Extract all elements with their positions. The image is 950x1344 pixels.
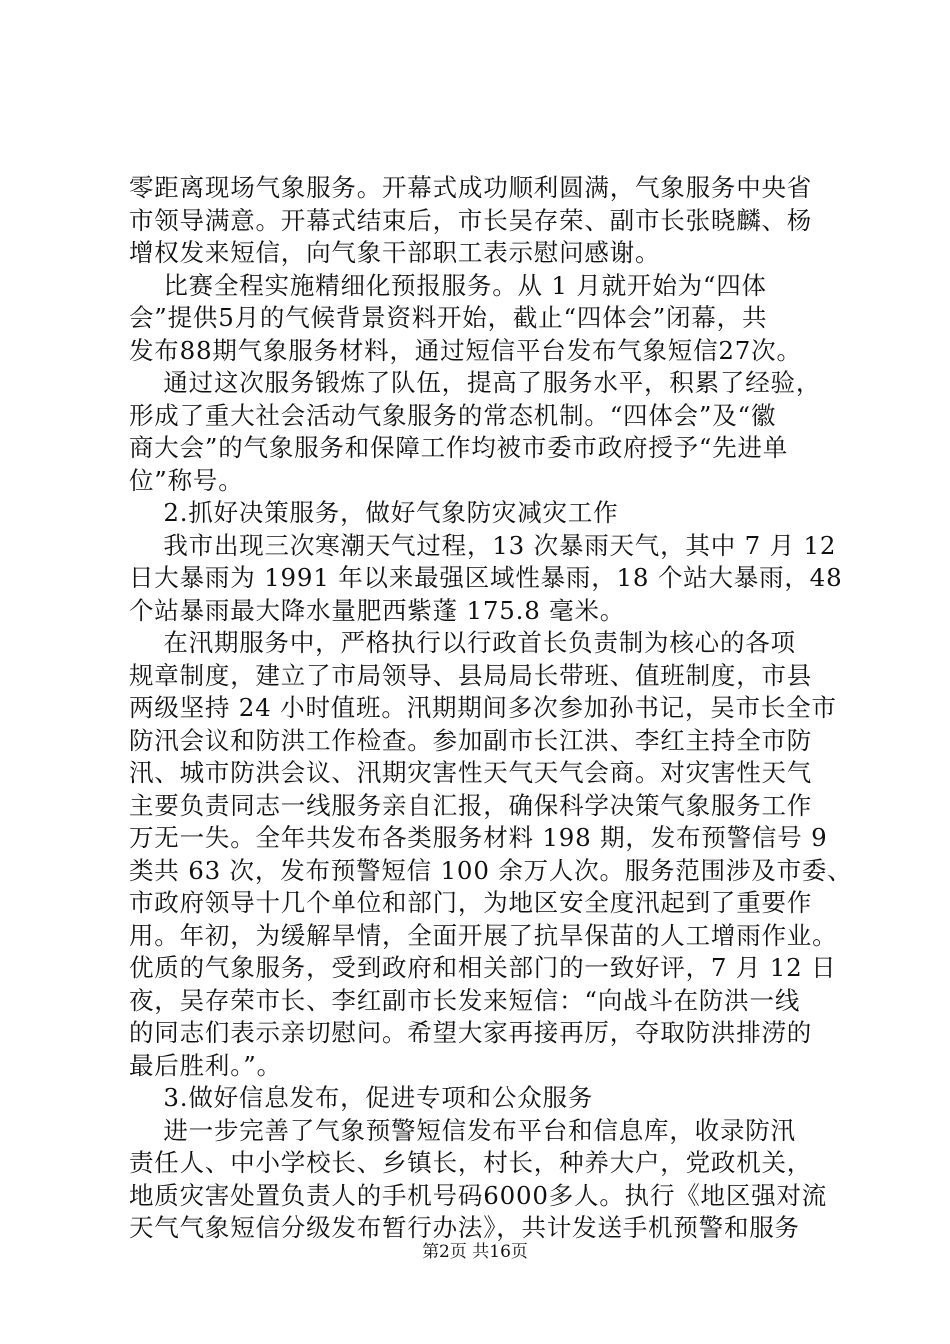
text-line: 两级坚持 24 小时值班。汛期期间多次参加孙书记，吴市长全市	[129, 693, 837, 722]
text-line: 汛、城市防洪会议、汛期灾害性天气天气会商。对灾害性天气	[129, 758, 813, 787]
text-line: 商大会”的气象服务和保障工作均被市委市政府授予“先进单	[129, 433, 789, 462]
text-line: 通过这次服务锻炼了队伍，提高了服务水平，积累了经验，	[129, 368, 822, 397]
text-line: 规章制度，建立了市局领导、县局局长带班、值班制度，市县	[129, 660, 813, 690]
text-line: 在汛期服务中，严格执行以行政首长负责制为核心的各项	[129, 628, 796, 657]
text-line: 优质的气象服务，受到政府和相关部门的一致好评，7 月 12 日	[129, 953, 837, 982]
text-line: 增权发来短信，向气象干部职工表示慰问感谢。	[129, 238, 661, 267]
document-body	[129, 172, 853, 1245]
text-line: 责任人、中小学校长、乡镇长，村长，种养大户，党政机关，	[129, 1148, 813, 1177]
text-line: 万无一失。全年共发布各类服务材料 198 期，发布预警信号 9	[129, 823, 828, 852]
text-line: 市领导满意。开幕式结束后，市长吴存荣、副市长张晓麟、杨	[129, 205, 813, 235]
text-line: 位”称号。	[129, 465, 244, 495]
text-line: 最后胜利。”。	[129, 1050, 282, 1080]
text-line: 会”提供5月的气候背景资料开始，截止“四体会”闭幕，共	[129, 303, 768, 332]
text-line: 用。年初，为缓解旱情，全面开展了抗旱保苗的人工增雨作业。	[129, 920, 838, 950]
page-number-footer: 第2页 共16页	[422, 1242, 528, 1262]
text-line: 防汛会议和防洪工作检查。参加副市长江洪、李红主持全市防	[129, 725, 813, 755]
text-line: 日大暴雨为 1991 年以来最强区域性暴雨，18 个站大暴雨，48	[129, 563, 843, 592]
text-line: 天气气象短信分级发布暂行办法》，共计发送手机预警和服务	[129, 1213, 800, 1242]
text-line: 的同志们表示亲切慰问。希望大家再接再厉，夺取防洪排涝的	[129, 1018, 813, 1047]
text-line: 我市出现三次寒潮天气过程，13 次暴雨天气，其中 7 月 12	[129, 530, 837, 560]
text-line: 类共 63 次，发布预警短信 100 余万人次。服务范围涉及市委、	[129, 855, 853, 885]
text-line: 进一步完善了气象预警短信发布平台和信息库，收录防汛	[129, 1115, 796, 1145]
section-heading: 2.抓好决策服务，做好气象防灾减灾工作	[129, 498, 619, 527]
text-line: 零距离现场气象服务。开幕式成功顺利圆满，气象服务中央省	[129, 173, 813, 202]
section-heading: 3.做好信息发布，促进专项和公众服务	[129, 1083, 594, 1112]
text-line: 夜，吴存荣市长、李红副市长发来短信：“向战斗在防洪一线	[129, 985, 801, 1015]
text-line: 地质灾害处置负责人的手机号码6000多人。执行《地区强对流	[129, 1180, 828, 1210]
text-line: 形成了重大社会活动气象服务的常态机制。“四体会”及“徽	[129, 400, 777, 430]
text-line: 个站暴雨最大降水量肥西紫蓬 175.8 毫米。	[129, 595, 626, 625]
text-line: 主要负责同志一线服务亲自汇报，确保科学决策气象服务工作	[129, 790, 813, 820]
text-line: 比赛全程实施精细化预报服务。从 1 月就开始为“四体	[129, 270, 767, 300]
text-line: 发布88期气象服务材料，通过短信平台发布气象短信27次。	[129, 335, 802, 365]
text-line: 市政府领导十几个单位和部门，为地区安全度汛起到了重要作	[129, 888, 813, 917]
